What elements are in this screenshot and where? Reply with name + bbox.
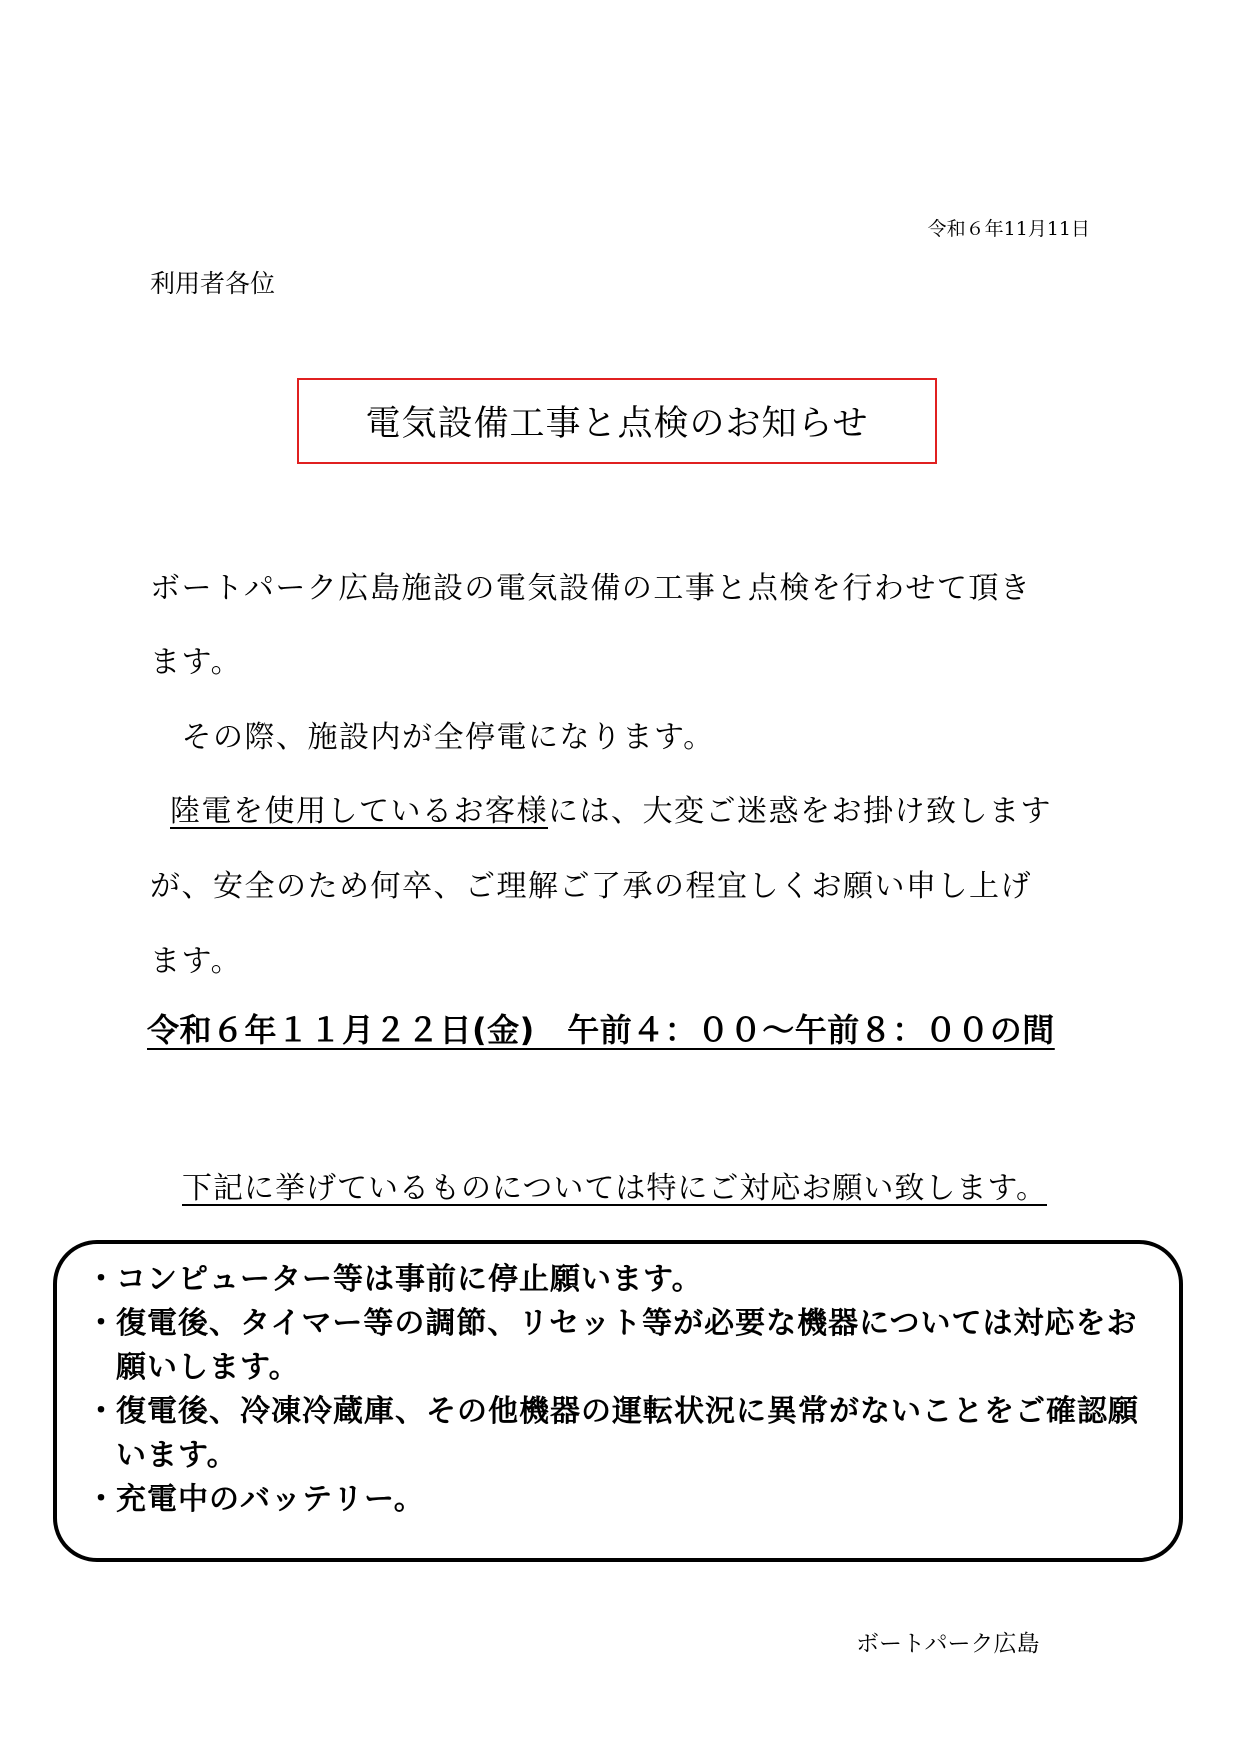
underlined-phrase: 陸電を使用しているお客様: [170, 794, 548, 829]
document-date: 令和６年11月11日: [927, 218, 1090, 240]
bullet-mark: ・: [86, 1482, 117, 1517]
schedule-datetime: 令和６年１１月２２日(金) 午前４：００～午前８：００の間: [147, 1011, 1055, 1049]
list-item: [80, 1390, 1160, 1478]
addressee: 利用者各位: [150, 269, 276, 298]
list-item-text: 充電中のバッテリー。: [116, 1482, 425, 1517]
body-line-3: その際、施設内が全停電になります。: [150, 720, 715, 755]
bullet-mark: ・: [86, 1394, 117, 1429]
items-list: [80, 1258, 1160, 1522]
body-line-6: ます。: [150, 944, 243, 979]
body-line-2: ます。: [150, 645, 243, 680]
list-item-text: 復電後、冷凍冷蔵庫、その他機器の運転状況に異常がないことをご確認願います。: [116, 1394, 1139, 1473]
list-item: [80, 1258, 1160, 1302]
notice-line: 下記に挙げているものについては特にご対応お願い致します。: [182, 1171, 1047, 1206]
list-item: [80, 1302, 1160, 1390]
body-line-5: が、安全のため何卒、ご理解ご了承の程宜しくお願い申し上げ: [150, 869, 1032, 904]
bullet-mark: ・: [86, 1306, 117, 1341]
bullet-mark: ・: [86, 1262, 117, 1297]
title-box: [297, 378, 937, 464]
body-line-1: ボートパーク広島施設の電気設備の工事と点検を行わせて頂き: [150, 571, 1032, 606]
body-line-4-rest: には、大変ご迷惑をお掛け致します: [548, 794, 1052, 829]
list-item: [80, 1478, 1160, 1522]
document-title: 電気設備工事と点検のお知らせ: [365, 404, 869, 444]
body-line-4: [150, 786, 1052, 830]
list-item-text: 復電後、タイマー等の調節、リセット等が必要な機器については対応をお願いします。: [116, 1306, 1138, 1385]
signature: ボートパーク広島: [856, 1631, 1040, 1657]
list-item-text: コンピューター等は事前に停止願います。: [116, 1262, 703, 1297]
